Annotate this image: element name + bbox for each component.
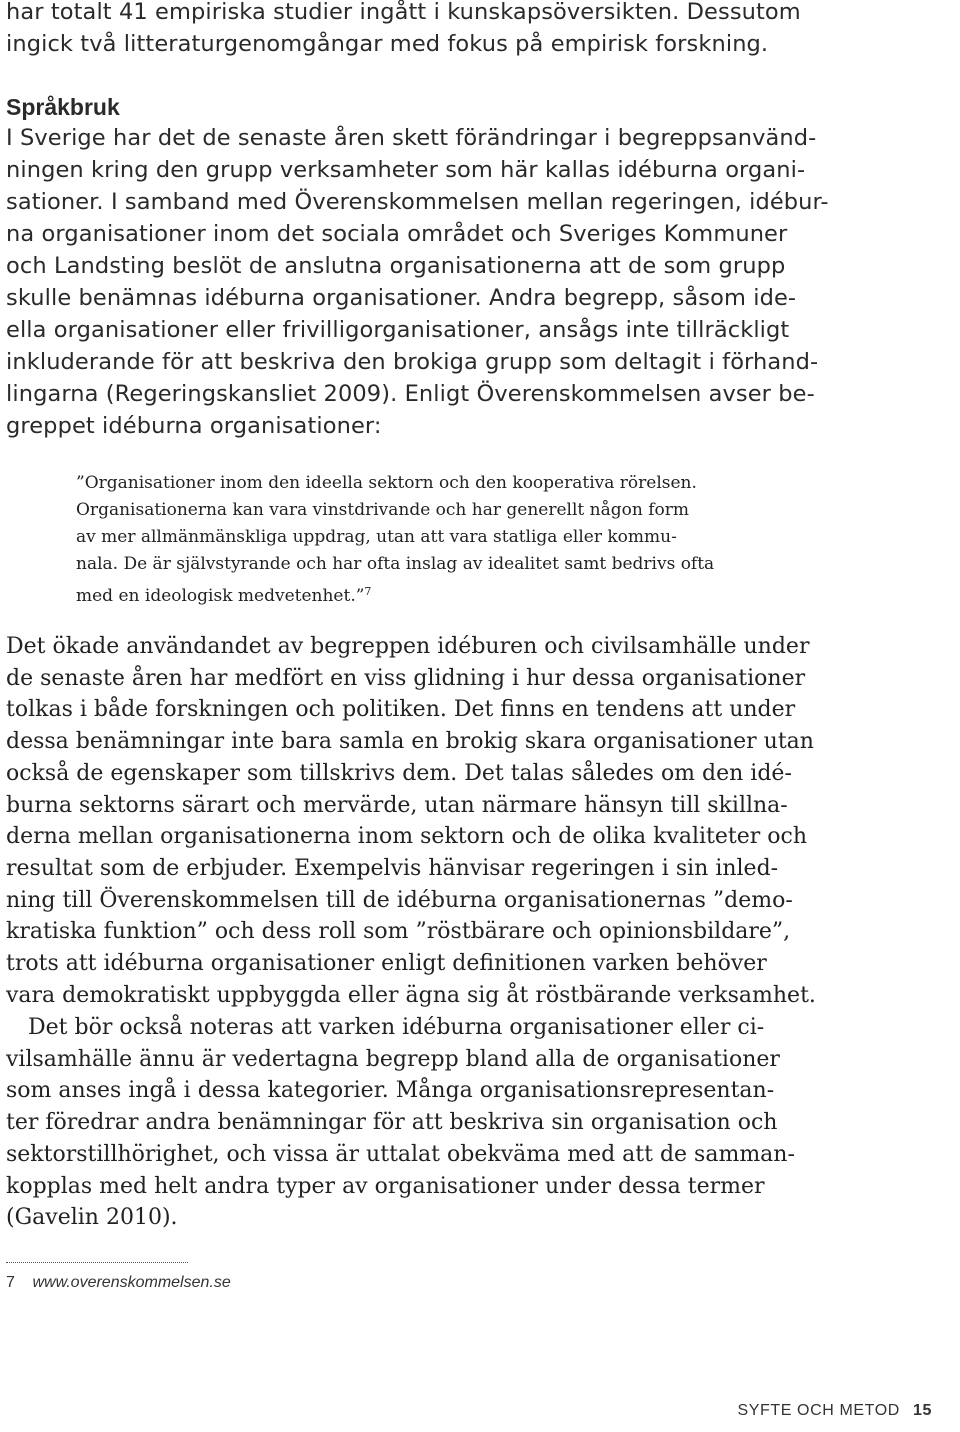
text-line: greppet idéburna organisationer: [6, 413, 382, 439]
text-line: kopplas med helt andra typer av organisationer under dessa termer [6, 1173, 765, 1199]
text-line: ella organisationer eller frivilligorganisationer, ansågs inte tillräckligt [6, 317, 790, 343]
text-line: ter föredrar andra benämningar för att beskriva sin organisation och [6, 1110, 778, 1136]
text-line: de senaste åren har medfört en viss glidning i hur dessa organisationer [6, 665, 806, 691]
text-line: tolkas i både forskningen och politiken. Det finns en tendens att under [6, 697, 796, 723]
footnote-divider [6, 1262, 188, 1263]
footnote-reference[interactable]: 7 [364, 585, 372, 598]
text-line: som anses ingå i dessa kategorier. Många organisationsrepresentan- [6, 1078, 775, 1104]
text-line: sationer. I samband med Överenskommelsen mellan regeringen, idébur- [6, 189, 829, 215]
text-line: skulle benämnas idéburna organisationer. Andra begrepp, såsom ide- [6, 285, 797, 311]
text-line: ingick två litteraturgenomgångar med fokus på empirisk forskning. [6, 31, 769, 57]
footnote [6, 1274, 231, 1292]
text-line: resultat som de erbjuder. Exempelvis hänvisar regeringen i sin inled- [6, 855, 779, 881]
quote-line-text: med en ideologisk medvetenhet.” [76, 586, 365, 606]
quote-line: av mer allmänmänskliga uppdrag, utan att vara statliga eller kommu- [76, 527, 677, 547]
body-paragraph-1 [6, 631, 826, 1011]
quote-line: Organisationerna kan vara vinstdrivande och har generellt någon form [76, 500, 689, 520]
running-footer [737, 1402, 932, 1420]
text-line: trots att idéburna organisationer enligt definitionen varken behöver [6, 951, 767, 977]
text-line: ning till Överenskommelsen till de idéburna organisationernas ”demo- [6, 887, 793, 913]
text-line: har totalt 41 empiriska studier ingått i kunskapsöversikten. Dessutom [6, 0, 801, 25]
intro-paragraph [6, 0, 826, 60]
page-number: 15 [913, 1402, 932, 1419]
text-line: sektorstillhörighet, och vissa är uttalat obekväma med att de samman- [6, 1141, 795, 1167]
text-line: och Landsting beslöt de anslutna organisationerna att de som grupp [6, 253, 786, 279]
section-heading: Språkbruk [6, 94, 120, 120]
text-line: vilsamhälle ännu är vedertagna begrepp bland alla de organisationer [6, 1046, 780, 1072]
text-line: dessa benämningar inte bara samla en brokig skara organisationer utan [6, 729, 814, 755]
text-line: derna mellan organisationerna inom sektorn och de olika kvaliteter och [6, 824, 808, 850]
text-line: ningen kring den grupp verksamheter som här kallas idéburna organi- [6, 157, 806, 183]
running-footer-section: SYFTE OCH METOD [737, 1402, 900, 1419]
text-line: inkluderande för att beskriva den brokiga grupp som deltagit i förhand- [6, 349, 819, 375]
text-line: också de egenskaper som tillskrivs dem. Det talas således om den idé- [6, 760, 792, 786]
body-paragraph-2 [6, 1012, 826, 1234]
section-paragraph [6, 122, 829, 442]
text-line: vara demokratiskt uppbyggda eller ägna sig åt röstbärande verksamhet. [6, 982, 816, 1008]
quote-line [76, 578, 776, 610]
text-line: kratiska funktion” och dess roll som ”röstbärare och opinionsbildare”, [6, 919, 791, 945]
text-line: Det bör också noteras att varken idéburna organisationer eller ci- [28, 1015, 765, 1040]
text-line: (Gavelin 2010). [6, 1205, 178, 1231]
footnote-number: 7 [6, 1274, 15, 1291]
footnote-link[interactable]: www.overenskommelsen.se [32, 1274, 231, 1291]
text-line: na organisationer inom det sociala området och Sveriges Kommuner [6, 221, 788, 247]
quote-line: nala. De är självstyrande och har ofta inslag av idealitet samt bedrivs ofta [76, 554, 715, 574]
text-line: lingarna (Regeringskansliet 2009). Enligt Överenskommelsen avser be- [6, 381, 815, 407]
block-quote [76, 470, 776, 610]
text-line: Det ökade användandet av begreppen idéburen och civilsamhälle under [6, 634, 810, 659]
text-line: burna sektorns särart och mervärde, utan närmare hänsyn till skillna- [6, 792, 788, 818]
text-line: I Sverige har det de senaste åren skett förändringar i begreppsanvänd- [6, 125, 817, 151]
quote-line: ”Organisationer inom den ideella sektorn och den kooperativa rörelsen. [76, 473, 697, 493]
